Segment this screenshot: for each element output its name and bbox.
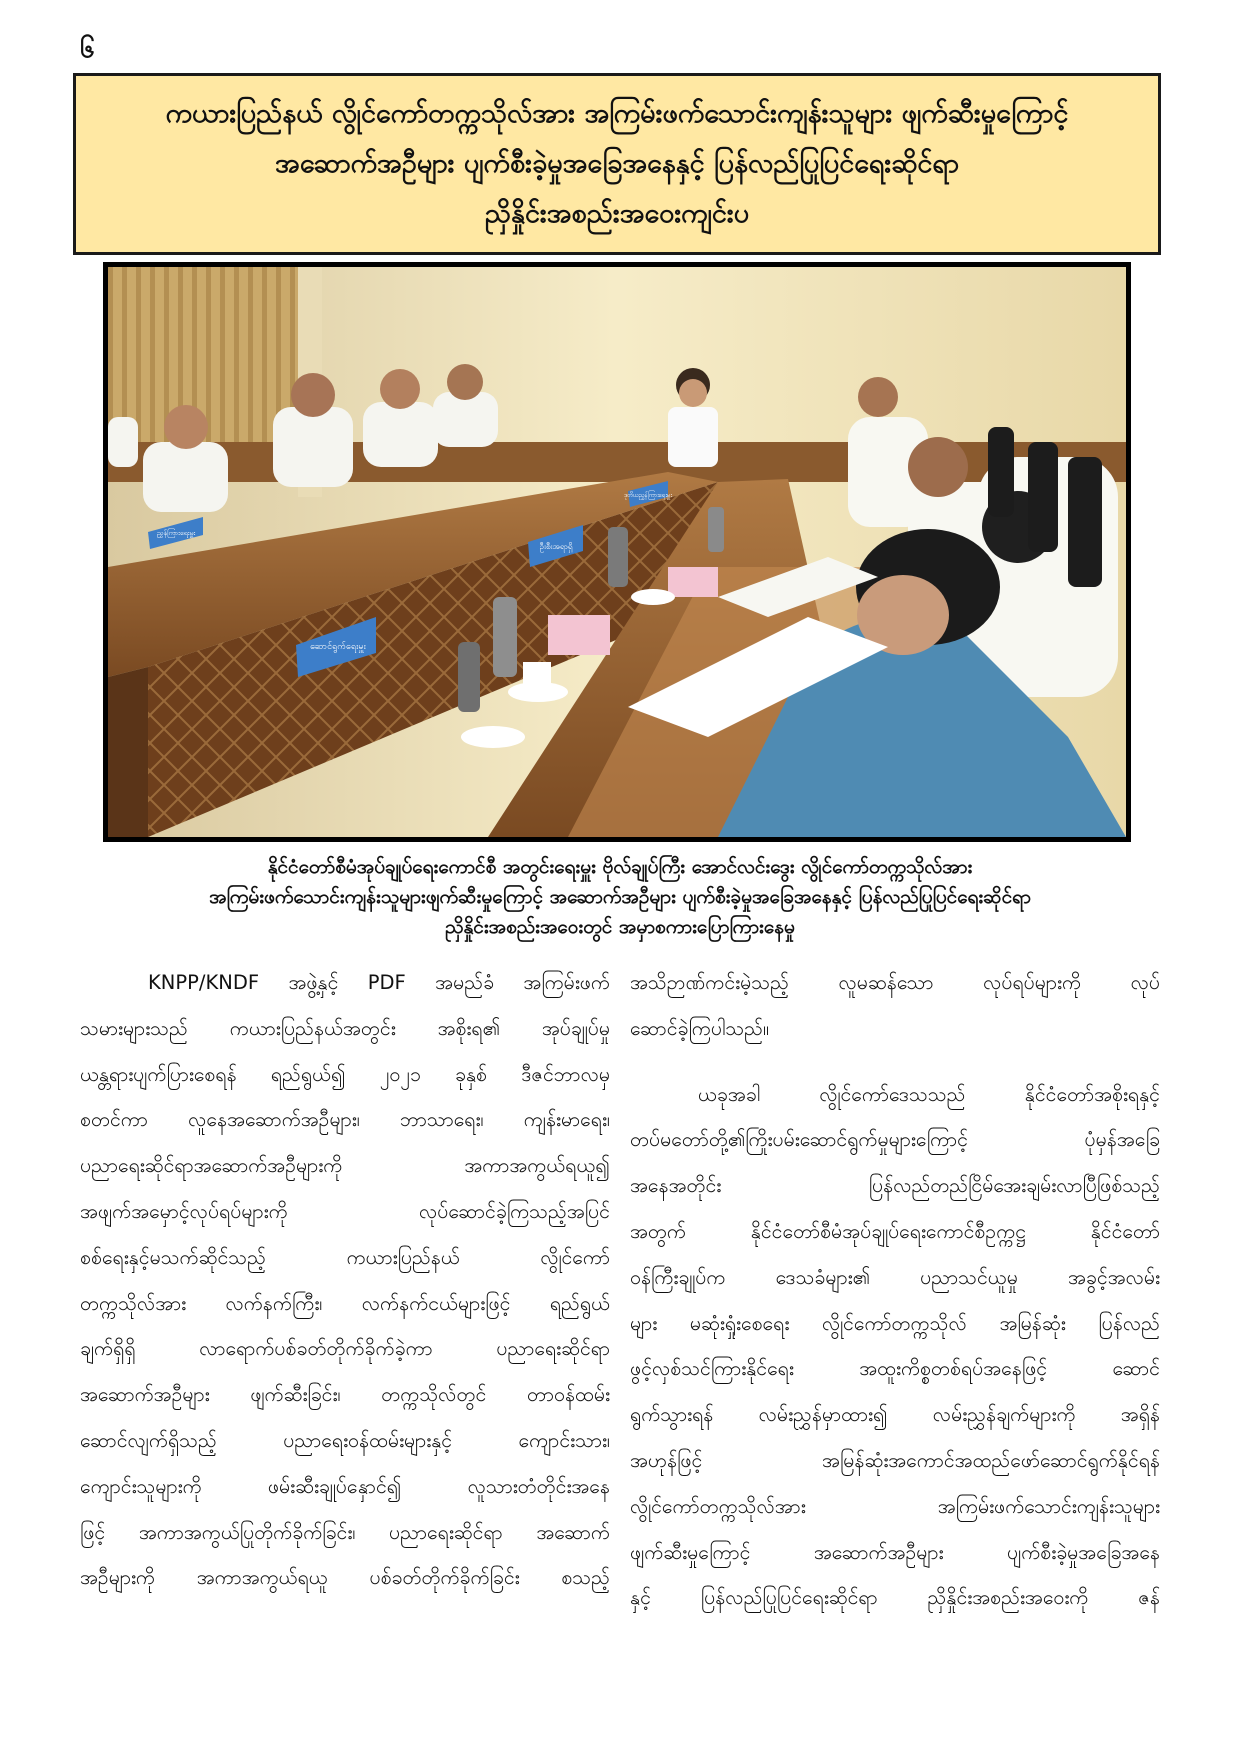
headline-box [73,73,1161,255]
paragraph-line: တက္ကသိုလ်အား လက်နက်ကြီး၊ လက်နက်ငယ်များဖြင့် ရည်ရွယ် [80,1291,610,1315]
paragraph-line: ဆောင်ခဲ့ကြပါသည်။ [630,1016,769,1040]
paragraph-line: များ မဆုံးရှုံးစေရေး လွိုင်ကော်တက္ကသိုလ် အမြန်ဆုံး ပြန်လည် [630,1311,1160,1335]
paragraph-line: နှင့် ပြန်လည်ပြုပြင်ရေးဆိုင်ရာ ညှိနှိုင်းအစည်းအဝေးကို ဇန် [630,1586,1160,1610]
headline-line-3: ညှိနှိုင်းအစည်းအဝေးကျင်းပ [484,198,750,229]
paragraph-line: ချက်ရှိရှိ လာရောက်ပစ်ခတ်တိုက်ခိုက်ခဲ့ကာ ပညာရေးဆိုင်ရာ [80,1337,610,1361]
paragraph-line: အဟုန်ဖြင့် အမြန်ဆုံးအကောင်အထည်ဖော်ဆောင်ရွက်နိုင်ရန် [630,1448,1160,1472]
desk-sign-text: ဦးစီးအရာရှိ [539,542,573,551]
paragraph-line: ယခုအခါ လွိုင်ကော်ဒေသသည် နိုင်ငံတော်အစိုးရနှင့် [698,1082,1160,1106]
paragraph-line: စတင်ကာ လူနေအဆောက်အဦများ၊ ဘာသာရေး၊ ကျန်းမာရေး၊ [80,1108,610,1132]
paragraph-line: သမားများသည် ကယားပြည်နယ်အတွင်း အစိုးရ၏ အုပ်ချုပ်မှု [80,1016,610,1040]
paragraph-line: ဝန်ကြီးချုပ်က ဒေသခံများ၏ ပညာသင်ယူမှု အခွင့်အလမ်း [630,1265,1160,1289]
headline-line-2: အဆောက်အဦများ ပျက်စီးခဲ့မှုအခြေအနေနှင့် ပြန်လည်ပြုပြင်ရေးဆိုင်ရာ [275,148,959,179]
paragraph-line: တပ်မတော်တို့၏ကြိုးပမ်းဆောင်ရွက်မှုများကြောင့် ပုံမှန်အခြေ [630,1128,1160,1152]
paragraph-line: ဖျက်ဆီးမှုကြောင့် အဆောက်အဦများ ပျက်စီးခဲ့မှုအခြေအနေ [630,1540,1160,1564]
paragraph-line: KNPP/KNDF အဖွဲ့နှင့် PDF အမည်ခံ အကြမ်းဖက် [148,971,610,994]
paragraph-line: အဖျက်အမှောင့်လုပ်ရပ်များကို လုပ်ဆောင်ခဲ့ကြသည့်အပြင် [80,1199,610,1223]
paragraph-line: ယန္တရားပျက်ပြားစေရန် ရည်ရွယ်၍ ၂၀၂၁ ခုနှစ် ဒီဇင်ဘာလမှ [80,1062,610,1086]
caption-line: နိုင်ငံတော်စီမံအုပ်ချုပ်ရေးကောင်စီ အတွင်းရေးမှူး ဗိုလ်ချုပ်ကြီး အောင်လင်းဒွေး လွိုင်ကော်တက္ကသိုလ်အား [267,856,973,878]
paragraph-line: စစ်ရေးနှင့်မသက်ဆိုင်သည့် ကယားပြည်နယ် လွိုင်ကော် [80,1245,610,1269]
paragraph-line: အသိဉာဏ်ကင်းမဲ့သည့် လူမဆန်သော လုပ်ရပ်များကို လုပ် [630,971,1160,994]
paragraph-line: လွိုင်ကော်တက္ကသိုလ်အား အကြမ်းဖက်သောင်းကျန်းသူများ [630,1494,1160,1518]
paragraph-line: အဦများကို အကာအကွယ်ရယူ ပစ်ခတ်တိုက်ခိုက်ခြင်း စသည့် [80,1566,610,1590]
paragraph-line: ဖွင့်လှစ်သင်ကြားနိုင်ရေး အထူးကိစ္စတစ်ရပ်အနေဖြင့် ဆောင် [630,1357,1160,1381]
meeting-photo-illustration [108,267,1126,837]
photo-caption [90,852,1150,942]
desk-sign-text: ညွှန်ကြားရေးမှူး [156,529,196,537]
article-column-right [630,960,1160,1621]
headline-line-1: ကယားပြည်နယ် လွိုင်ကော်တက္ကသိုလ်အား အကြမ်းဖက်သောင်းကျန်းသူများ ဖျက်ဆီးမှုကြောင့် [165,98,1069,129]
desk-sign-text: ဆောင်ရွက်ရေးမှူး [310,642,366,652]
paragraph-line: ဆောင်လျက်ရှိသည့် ပညာရေးဝန်ထမ်းများနှင့် ကျောင်းသား၊ [80,1428,610,1452]
paragraph-line: ပညာရေးဆိုင်ရာအဆောက်အဦများကို အကာအကွယ်ရယူ၍ [80,1154,610,1178]
paragraph-line: ကျောင်းသူများကို ဖမ်းဆီးချုပ်နှောင်၍ လူသားတံတိုင်းအနေ [80,1474,610,1498]
caption-line: ညှိနှိုင်းအစည်းအဝေးတွင် အမှာစကားပြောကြားနေမှု [445,916,795,938]
meeting-photo [103,262,1131,842]
desk-sign-text: ဒုတိယညွှန်ကြားရေးမှူး [624,492,672,499]
paragraph-gap [630,1052,1160,1072]
paragraph-line: အဆောက်အဦများ ဖျက်ဆီးခြင်း၊ တက္ကသိုလ်တွင် တာဝန်ထမ်း [80,1383,610,1407]
article-column-left [80,960,610,1601]
paragraph-line: အနေအတိုင်း ပြန်လည်တည်ငြိမ်အေးချမ်းလာပြီဖြစ်သည့် [630,1174,1160,1198]
paragraph-line: အတွက် နိုင်ငံတော်စီမံအုပ်ချုပ်ရေးကောင်စီဥက္ကဋ္ဌ နိုင်ငံတော် [630,1219,1160,1243]
page-number: ၆ [80,34,95,64]
caption-line: အကြမ်းဖက်သောင်းကျန်းသူများဖျက်ဆီးမှုကြောင့် အဆောက်အဦများ ပျက်စီးခဲ့မှုအခြေအနေနှင့် ပြန်လည်ပြုပြင်ရေးဆိုင်ရာ [209,886,1031,908]
paragraph-line: ရွက်သွားရန် လမ်းညွှန်မှာထား၍ လမ်းညွှန်ချက်များကို အရှိန် [630,1403,1160,1427]
paragraph-line: ဖြင့် အကာအကွယ်ပြုတိုက်ခိုက်ခြင်း၊ ပညာရေးဆိုင်ရာ အဆောက် [80,1520,610,1544]
